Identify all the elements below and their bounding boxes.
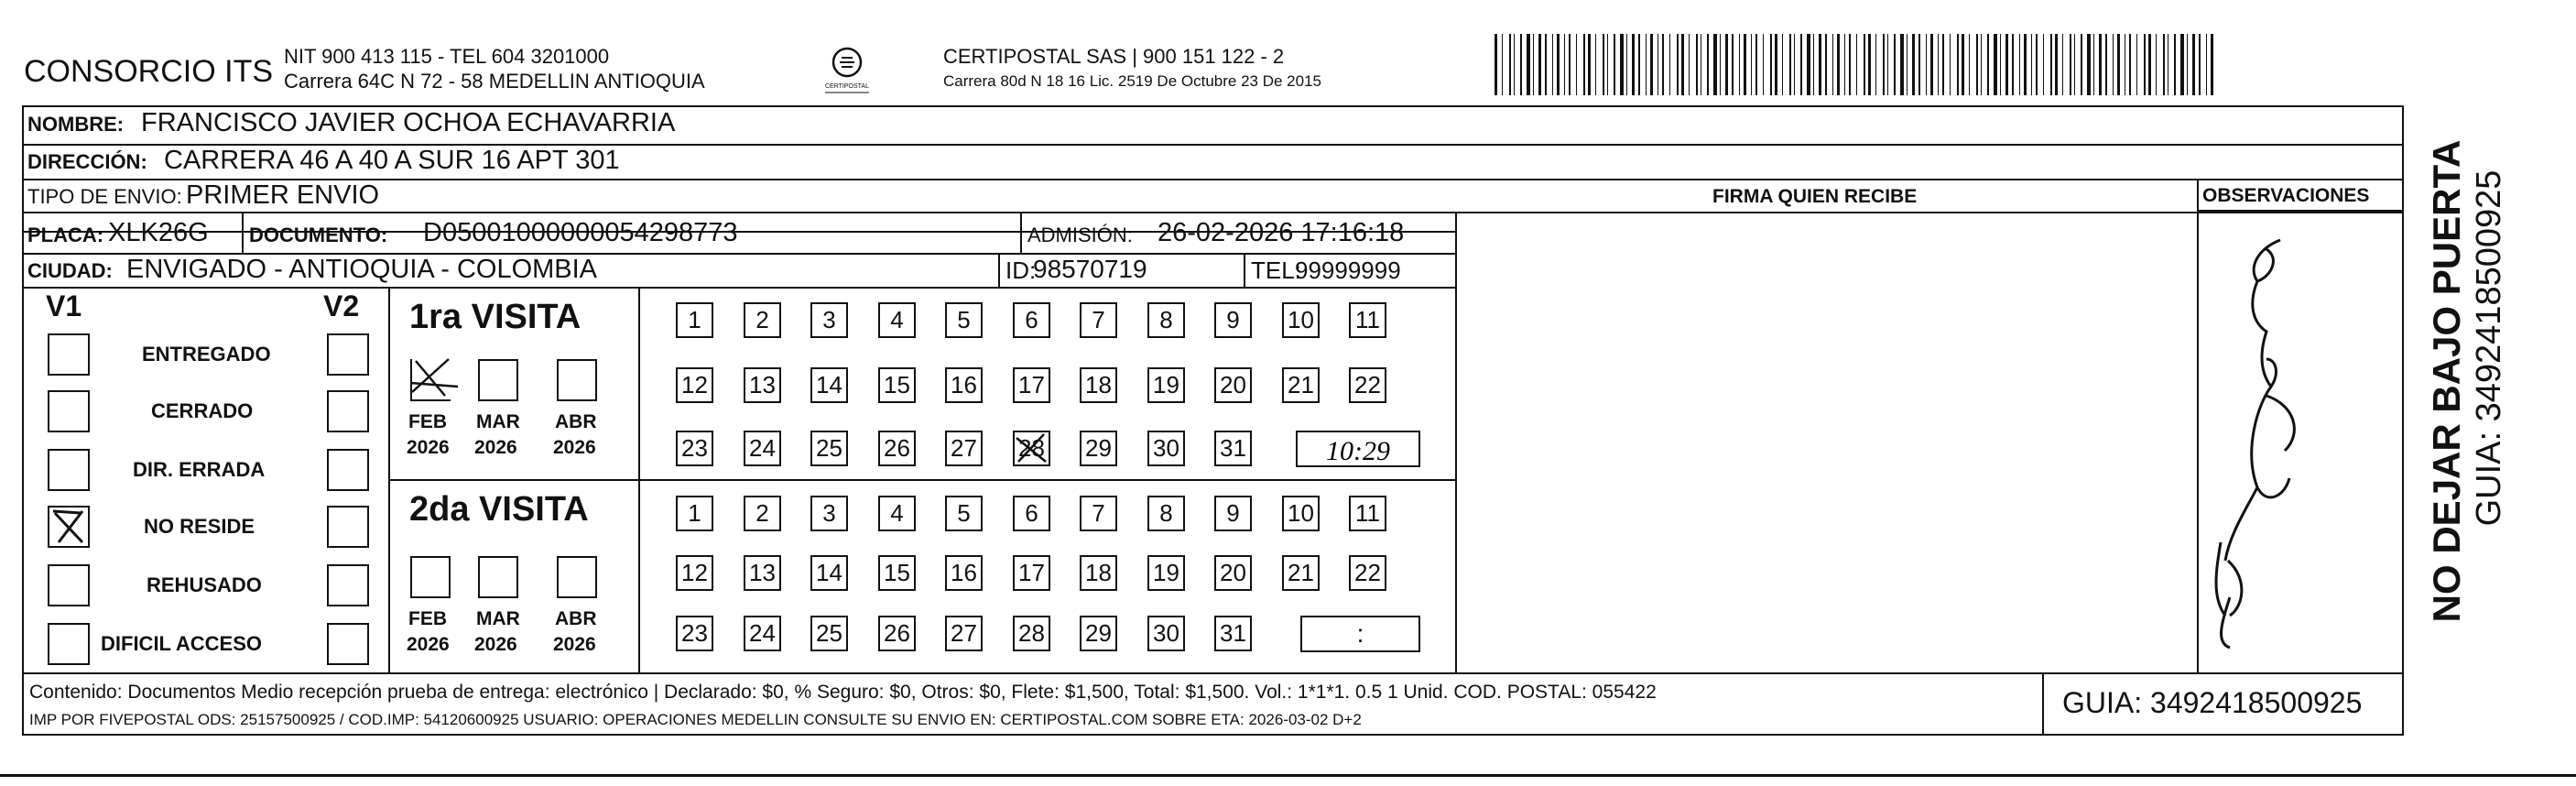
certipostal-logo-icon [820,44,875,95]
admision-label: ADMISIÓN: [1027,224,1133,246]
month-checkbox[interactable] [557,556,597,598]
day-number: 8 [1159,306,1173,333]
day-number: 4 [890,306,904,333]
firma-label: FIRMA QUIEN RECIBE [1712,186,1918,207]
month-year: 2026 [474,634,517,655]
day-box[interactable] [1282,496,1320,531]
day-box[interactable] [744,496,781,531]
day-number: 1 [688,306,701,333]
day-box[interactable] [878,302,916,338]
day-number: 18 [1085,371,1112,398]
day-number: 23 [681,434,708,462]
status-v2-checkbox[interactable] [327,390,369,432]
day-box[interactable] [1013,302,1050,338]
day-box[interactable] [1349,496,1386,531]
day-box[interactable] [676,555,713,591]
day-box[interactable] [676,431,713,466]
ciudad-value: ENVIGADO - ANTIOQUIA - COLOMBIA [126,255,598,284]
company-name: CONSORCIO ITS [24,54,274,89]
id-label: ID: [1005,257,1037,284]
day-box[interactable] [676,302,713,338]
day-number: 14 [816,371,842,398]
day-number: 30 [1153,434,1179,462]
day-box[interactable] [810,302,848,338]
tel-value: 99999999 [1295,257,1401,284]
day-number: 17 [1018,559,1045,586]
month-checkbox[interactable] [410,556,451,598]
svg-text:10:29: 10:29 [1326,436,1390,465]
day-box[interactable] [1282,302,1320,338]
day-number: 12 [681,559,708,586]
status-v2-checkbox[interactable] [327,506,369,548]
day-number: 9 [1226,306,1240,333]
carrier-license: Carrera 80d N 18 16 Lic. 2519 De Octubre 23 De 2015 [943,72,1321,90]
day-box[interactable] [1080,367,1117,403]
direccion-label: DIRECCIÓN: [27,150,147,173]
day-box[interactable] [1147,431,1185,466]
ciudad-label: CIUDAD: [27,259,113,282]
day-box[interactable] [810,431,848,466]
day-number: 29 [1085,619,1112,647]
admision-value: 26-02-2026 17:16:18 [1158,218,1405,247]
checkmark-icon [49,508,88,546]
strike-icon [1013,431,1050,466]
day-box[interactable] [1214,555,1252,591]
day-box[interactable] [945,302,983,338]
observaciones-label: OBSERVACIONES [2202,185,2370,206]
day-box[interactable] [1349,302,1386,338]
company-address: Carrera 64C N 72 - 58 MEDELLIN ANTIOQUIA [284,70,705,93]
day-box[interactable] [1282,367,1320,403]
v2-label: V2 [323,289,360,322]
day-box[interactable] [1214,616,1252,651]
carrier-name: CERTIPOSTAL SAS | 900 151 122 - 2 [943,45,1285,68]
day-box[interactable] [1349,367,1386,403]
barcode [1495,34,2220,95]
day-number: 4 [890,499,904,527]
day-number: 27 [951,434,977,462]
day-box[interactable] [676,616,713,651]
footer-guia: GUIA: 3492418500925 [2062,686,2363,719]
day-box[interactable] [878,496,916,531]
day-number: 26 [884,434,910,462]
day-box[interactable] [1080,616,1117,651]
tipo-envio-value: PRIMER ENVIO [186,180,380,210]
day-box[interactable] [878,431,916,466]
day-box[interactable] [1147,616,1185,651]
bottom-divider [0,774,2576,777]
day-box[interactable] [744,302,781,338]
day-box[interactable] [945,367,983,403]
day-box[interactable] [1080,431,1117,466]
status-v2-checkbox[interactable] [327,564,369,606]
day-number: 24 [749,434,776,462]
day-number: 8 [1159,499,1173,527]
footer-contenido: Contenido: Documentos Medio recepción prueba de entrega: electrónico | Declarado: $0, % Seguro: $0, Otros: $0, Flete: $1,500, Total: $1,500. Vol.: 1*1*1. 0.5 1 Unid. COD. POSTAL: 055422 [29,682,1657,703]
day-box[interactable] [1013,555,1050,591]
day-box[interactable] [810,555,848,591]
day-box[interactable] [1013,367,1050,403]
day-number: 7 [1092,306,1105,333]
status-label: NO RESIDE [144,515,255,538]
day-number: 27 [951,619,977,647]
tipo-envio-label: TIPO DE ENVIO: [27,185,182,208]
checkmark-icon [408,355,460,398]
status-v2-checkbox[interactable] [327,623,369,665]
month-label: MAR [476,608,520,629]
month-label: ABR [555,411,597,432]
day-number: 30 [1153,619,1179,647]
visit2-title: 2da VISITA [409,490,589,529]
visit1-time-box[interactable] [1296,431,1420,467]
day-box[interactable] [1214,367,1252,403]
day-box[interactable] [1147,302,1185,338]
signature-icon [2193,213,2404,671]
visit1-title: 1ra VISITA [409,298,582,336]
direccion-value: CARRERA 46 A 40 A SUR 16 APT 301 [164,146,620,175]
day-box[interactable] [744,367,781,403]
side-guia: GUIA: 3492418500925 [2470,169,2508,527]
status-v1-checkbox[interactable] [48,623,90,665]
day-number: 20 [1220,559,1246,586]
day-number: 9 [1226,499,1240,527]
v1-label: V1 [46,289,82,322]
day-number: 13 [749,371,776,398]
id-value: 98570719 [1033,255,1147,283]
day-number: 17 [1018,371,1045,398]
company-nit: NIT 900 413 115 - TEL 604 3201000 [284,45,610,68]
day-box[interactable] [1147,367,1185,403]
day-box[interactable] [878,616,916,651]
day-box[interactable] [1013,431,1050,466]
status-label: ENTREGADO [142,343,271,366]
documento-label: DOCUMENTO: [249,224,388,246]
day-number: 18 [1085,559,1112,586]
month-checkbox[interactable] [478,359,518,401]
day-box[interactable] [878,367,916,403]
day-number: 15 [884,559,910,586]
status-v1-checkbox[interactable] [48,390,90,432]
day-number: 16 [951,371,977,398]
month-label: FEB [408,608,447,629]
day-box[interactable] [1214,431,1252,466]
day-number: 22 [1354,371,1381,398]
day-box[interactable] [810,616,848,651]
documento-value: D05001000000054298773 [423,218,738,247]
day-number: 31 [1220,434,1246,462]
day-number: 2 [755,306,769,333]
label-frame [22,105,2404,736]
day-box[interactable] [744,555,781,591]
month-checkbox[interactable] [557,359,597,401]
day-number: 5 [957,306,971,333]
day-number: 11 [1355,306,1380,333]
status-label: DIR. ERRADA [133,458,266,481]
day-box[interactable] [1147,496,1185,531]
visit2-time-box[interactable] [1300,616,1420,652]
month-year: 2026 [407,634,450,655]
day-number: 31 [1220,619,1246,647]
day-number: 21 [1288,371,1314,398]
status-v1-checkbox[interactable] [48,449,90,491]
day-number: 12 [681,371,708,398]
day-box[interactable] [676,496,713,531]
footer-imp: IMP POR FIVEPOSTAL ODS: 25157500925 / COD.IMP: 54120600925 USUARIO: OPERACIONES MEDELLIN CONSULTE SU ENVIO EN: CERTIPOSTAL.COM SOBRE ETA: 2026-03-02 D+2 [29,711,1362,728]
day-box[interactable] [878,555,916,591]
month-year: 2026 [407,437,450,458]
day-box[interactable] [945,431,983,466]
day-number: 1 [688,499,701,527]
month-label: ABR [555,608,597,629]
placa-value: XLK26G [108,218,209,247]
placa-label: PLACA: [27,224,104,246]
day-box[interactable] [1080,302,1117,338]
day-number: 24 [749,619,776,647]
day-box[interactable] [1282,555,1320,591]
day-box[interactable] [945,555,983,591]
day-box[interactable] [676,367,713,403]
tel-label: TEL: [1251,257,1301,284]
day-box[interactable] [1147,555,1185,591]
status-label: DIFICIL ACCESO [101,632,263,655]
day-box[interactable] [1013,496,1050,531]
day-number: 3 [822,499,836,527]
status-label: CERRADO [151,399,254,422]
day-box[interactable] [744,616,781,651]
day-number: 19 [1153,371,1179,398]
status-label: REHUSADO [147,573,262,596]
day-number: 28 [1018,619,1045,647]
day-number: 3 [822,306,836,333]
day-number: 21 [1288,559,1314,586]
svg-text:CERTIPOSTAL: CERTIPOSTAL [825,83,869,90]
day-number: 26 [884,619,910,647]
day-box[interactable] [1080,496,1117,531]
day-number: 15 [884,371,910,398]
day-number: 2 [755,499,769,527]
day-box[interactable] [945,496,983,531]
day-box[interactable] [810,496,848,531]
day-number: 19 [1153,559,1179,586]
day-number: 13 [749,559,776,586]
day-number: 6 [1025,306,1038,333]
day-number: 14 [816,559,842,586]
day-box[interactable] [1349,555,1386,591]
no-dejar-bajo-puerta: NO DEJAR BAJO PUERTA [2425,139,2468,623]
month-year: 2026 [474,437,517,458]
day-number: 7 [1092,499,1105,527]
status-v1-checkbox[interactable] [48,333,90,376]
day-number: 10 [1288,499,1314,527]
nombre-value: FRANCISCO JAVIER OCHOA ECHAVARRIA [141,108,676,137]
day-number: 20 [1220,371,1246,398]
day-box[interactable] [744,431,781,466]
day-number: 25 [816,434,842,462]
status-v1-checkbox[interactable] [48,506,90,548]
day-box[interactable] [945,616,983,651]
month-label: MAR [476,411,520,432]
month-year: 2026 [553,437,596,458]
month-year: 2026 [553,634,596,655]
day-number: 10 [1288,306,1314,333]
status-v1-checkbox[interactable] [48,564,90,606]
nombre-label: NOMBRE: [27,113,125,136]
day-number: 29 [1085,434,1112,462]
day-box[interactable] [1214,496,1252,531]
status-v2-checkbox[interactable] [327,333,369,376]
visit1-time-handwriting [1298,432,1418,465]
day-number: 6 [1025,499,1038,527]
day-number: 5 [957,499,971,527]
day-number: 23 [681,619,708,647]
day-box[interactable] [810,367,848,403]
month-label: FEB [408,411,447,432]
day-box[interactable] [1013,616,1050,651]
month-checkbox[interactable] [478,556,518,598]
day-number: 11 [1355,499,1380,527]
day-number: 28 [1018,434,1045,462]
status-v2-checkbox[interactable] [327,449,369,491]
day-box[interactable] [1214,302,1252,338]
visit2-time-placeholder: : [1356,619,1364,648]
day-box[interactable] [1080,555,1117,591]
day-number: 22 [1354,559,1381,586]
month-checkbox[interactable] [410,359,451,401]
day-number: 25 [816,619,842,647]
day-number: 16 [951,559,977,586]
